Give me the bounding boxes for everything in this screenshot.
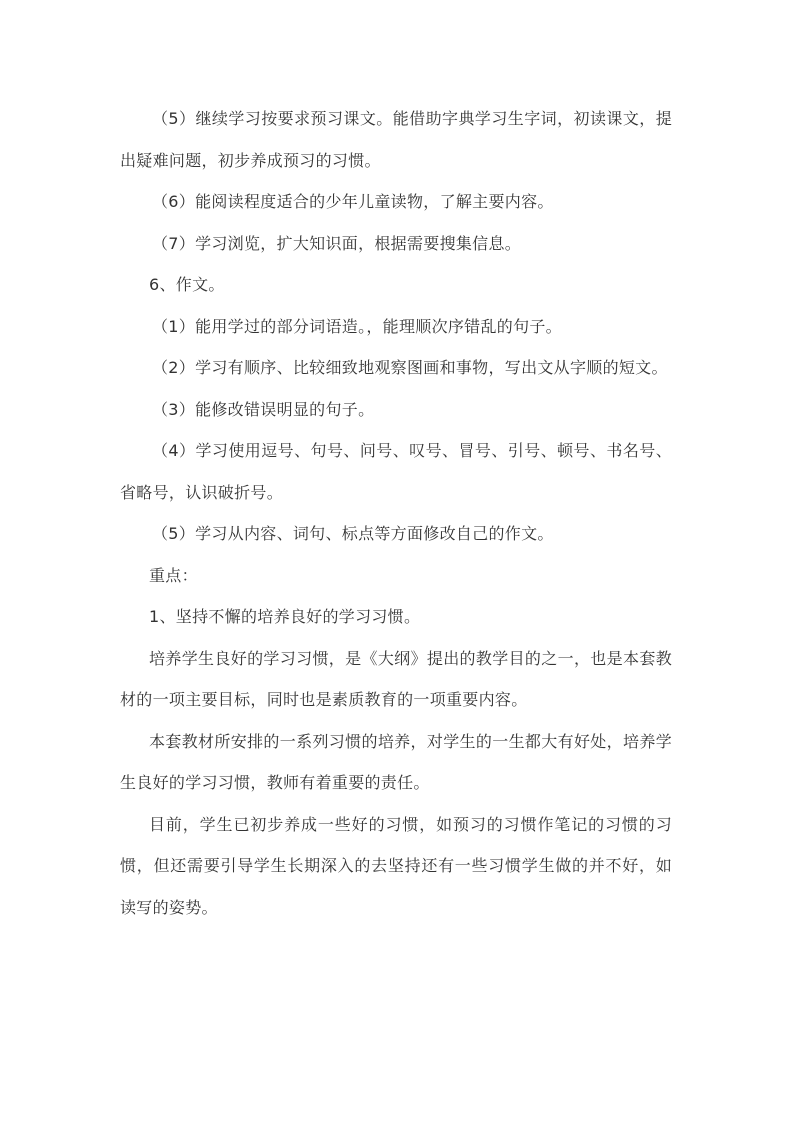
paragraph-reading: （6）能阅读程度适合的少年儿童读物，了解主要内容。 [152, 192, 554, 211]
paragraph-revision: （5）学习从内容、词句、标点等方面修改自己的作文。 [152, 524, 554, 543]
document-page [120, 98, 672, 928]
section-heading-key-points: 重点： [149, 565, 198, 585]
paragraph-browsing: （7）学习浏览，扩大知识面，根据需要搜集信息。 [152, 233, 522, 253]
paragraph-observation: （2）学习有顺序、比较细致地观察图画和事物，写出文从字顺的短文。 [152, 358, 668, 377]
paragraph-key-point-1: 1、坚持不懈的培养良好的学习习惯。 [149, 607, 421, 626]
paragraph-preview-habit: （5）继续学习按要求预习课文。能借助字典学习生字词，初读课文，提出疑难问题，初步养成预习的习惯。 [120, 109, 672, 170]
paragraph-habits-benefit: 本套教材所安排的一系列习惯的培养，对学生的一生都大有好处，培养学生良好的学习习惯，教师有着重要的责任。 [120, 731, 672, 792]
paragraph-current-state: 目前，学生已初步养成一些好的习惯，如预习的习惯作笔记的习惯的习惯，但还需要引导学生长期深入的去坚持还有一些习惯学生做的并不好，如读写的姿势。 [120, 814, 672, 917]
paragraph-punctuation: （4）学习使用逗号、句号、问号、叹号、冒号、引号、顿号、书名号、省略号，认识破折号。 [120, 441, 672, 502]
paragraph-sentence-correction: （3）能修改错误明显的句子。 [152, 399, 375, 419]
paragraph-habits-goal: 培养学生良好的学习习惯，是《大纲》提出的教学目的之一，也是本套教材的一项主要目标，同时也是素质教育的一项重要内容。 [120, 648, 672, 709]
section-heading-composition: 6、作文。 [149, 275, 225, 294]
paragraph-sentence-making: （1）能用学过的部分词语造。，能理顺次序错乱的句子。 [152, 316, 562, 336]
